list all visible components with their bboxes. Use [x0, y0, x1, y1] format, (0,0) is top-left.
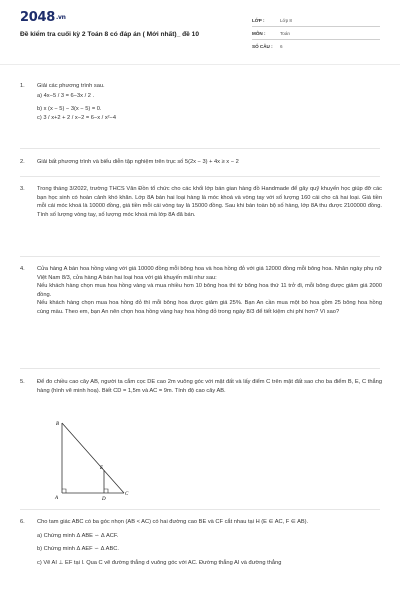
- meta-key: MÔN :: [252, 30, 266, 36]
- meta-row-class: [252, 14, 380, 27]
- question-body: Trong tháng 3/2022, trường THCS Vân Đồn tổ chức cho các khối lớp bán gian hàng đồ Handmade để gây quỹ khuyến học giúp đỡ các bạn học sinh có hoàn cảnh khó khăn. Lớp 8A bán hai loại hàng là móc khoá và vòng tay với số lượng 160 cái cho cả hai loại. Giá tiền mỗi cái móc khoá là 10000 đồng, giá tiền mỗi cái vòng tay là 15000 đồng. Sau khi bán toàn bộ số hàng, lớp 8A thu được 2100000 đồng. Tính số lượng vòng tay, số lượng móc khoá mà lớp 8A đã bán.: [37, 186, 382, 218]
- section-divider: [20, 256, 380, 257]
- label-d: D: [102, 497, 106, 501]
- question-part: c) Vẽ AI ⊥ EF tại I. Qua C vẽ đường thẳng d vuông góc với AC. Đường thẳng AI và đường thẳng: [37, 559, 282, 566]
- question-paragraph: Cửa hàng A bán hoa hồng vàng với giá 10000 đồng mỗi bông hoa và hoa hồng đỏ với giá 12000 đồng mỗi bông hoa. Nhân ngày phụ nữ Việt Nam 8/3, cửa hàng A bán hai loại hoa với giá khuyến mãi như sau:: [37, 266, 382, 281]
- section-divider: [20, 148, 380, 149]
- meta-key: LỚP :: [252, 17, 265, 23]
- question-number: 2.: [20, 159, 25, 165]
- meta-key: SỐ CÂU :: [252, 44, 273, 49]
- section-divider: [20, 509, 380, 510]
- label-a: A: [55, 496, 59, 501]
- segment-bc: [62, 423, 124, 493]
- question-number: 6.: [20, 519, 25, 525]
- question-body: Giải bất phương trình và biểu diễn tập nghiệm trên trục số 5(2x − 3) + 4x ≥ x − 2: [37, 159, 239, 165]
- logo-tld: .vn: [55, 14, 66, 21]
- label-b: B: [56, 422, 60, 427]
- label-c: C: [125, 492, 129, 497]
- meta-value: 6: [280, 44, 283, 49]
- header-divider: [0, 64, 400, 65]
- question-part: b) x (x − 5) − 3(x − 5) = 0.: [37, 106, 102, 113]
- question-paragraph: Nếu khách hàng chọn mua hoa hồng đỏ thì mỗi bông hoa được giảm giá 25%. Bạn An cần mua một bó hoa gồm 25 bông hoa hồng cùng màu. Theo em, bạn An nên chọn hoa hồng vàng hay hoa hồng đỏ trong ngày 8/3 để tiết kiệm chi phí hơn? Vì sao?: [37, 300, 382, 315]
- triangle-diagram: [48, 415, 134, 501]
- question-title: Giải các phương trình sau.: [37, 83, 105, 89]
- question-part: b) Chứng minh Δ AEF ∽ Δ ABC.: [37, 546, 119, 553]
- triangle-figure: [48, 415, 134, 501]
- section-divider: [20, 368, 380, 369]
- question-text: Cho tam giác ABC có ba góc nhọn (AB < AC) có hai đường cao BE và CF cắt nhau tại H (E ∈ AC, F ∈ AB).: [37, 519, 309, 525]
- question-number: 5.: [20, 379, 25, 385]
- right-angle-d: [104, 489, 108, 493]
- meta-row-count: [252, 40, 380, 53]
- question-body: [37, 265, 382, 317]
- page-title: Đề kiểm tra cuối kỳ 2 Toán 8 có đáp án ( Mới nhất)_ đề 10: [20, 31, 199, 38]
- question-body: [37, 82, 382, 122]
- question-paragraph: Nếu khách hàng chọn mua hoa hồng vàng và mua nhiều hơn 10 bông hoa thì từ bông hoa thứ 11 trở đi, mỗi bông được giảm giá 2000 đồng.: [37, 283, 382, 298]
- header: [0, 0, 400, 62]
- site-logo[interactable]: [20, 10, 66, 25]
- meta-row-subject: [252, 27, 380, 40]
- question-part: a) Chứng minh Δ ABE ∽ Δ ACF.: [37, 532, 119, 539]
- section-divider: [20, 176, 380, 177]
- question-part: c) 3 / x+2 + 2 / x−2 = 6−x / x²−4: [37, 114, 117, 121]
- question-number: 1.: [20, 83, 25, 89]
- question-body: Để đo chiều cao cây AB, người ta cắm cọc DE cao 2m vuông góc với mặt đất và lấy điểm C trên mặt đất sao cho ba điểm B, E, C thẳng hàng (hình vẽ minh hoạ). Biết CD = 1,5m và AC = 9m. Tính độ cao cây AB.: [37, 379, 382, 394]
- right-angle-a: [62, 489, 66, 493]
- question-part: a) 4x−5 / 3 = 6−3x / 2 .: [37, 92, 95, 99]
- meta-table: [252, 14, 380, 53]
- meta-value: Lớp 8: [280, 17, 292, 23]
- question-number: 4.: [20, 266, 25, 272]
- question-number: 3.: [20, 186, 25, 192]
- meta-value: Toán: [280, 30, 290, 36]
- label-e: E: [100, 466, 104, 471]
- logo-text: 2048: [20, 10, 55, 25]
- question-body: [37, 518, 382, 567]
